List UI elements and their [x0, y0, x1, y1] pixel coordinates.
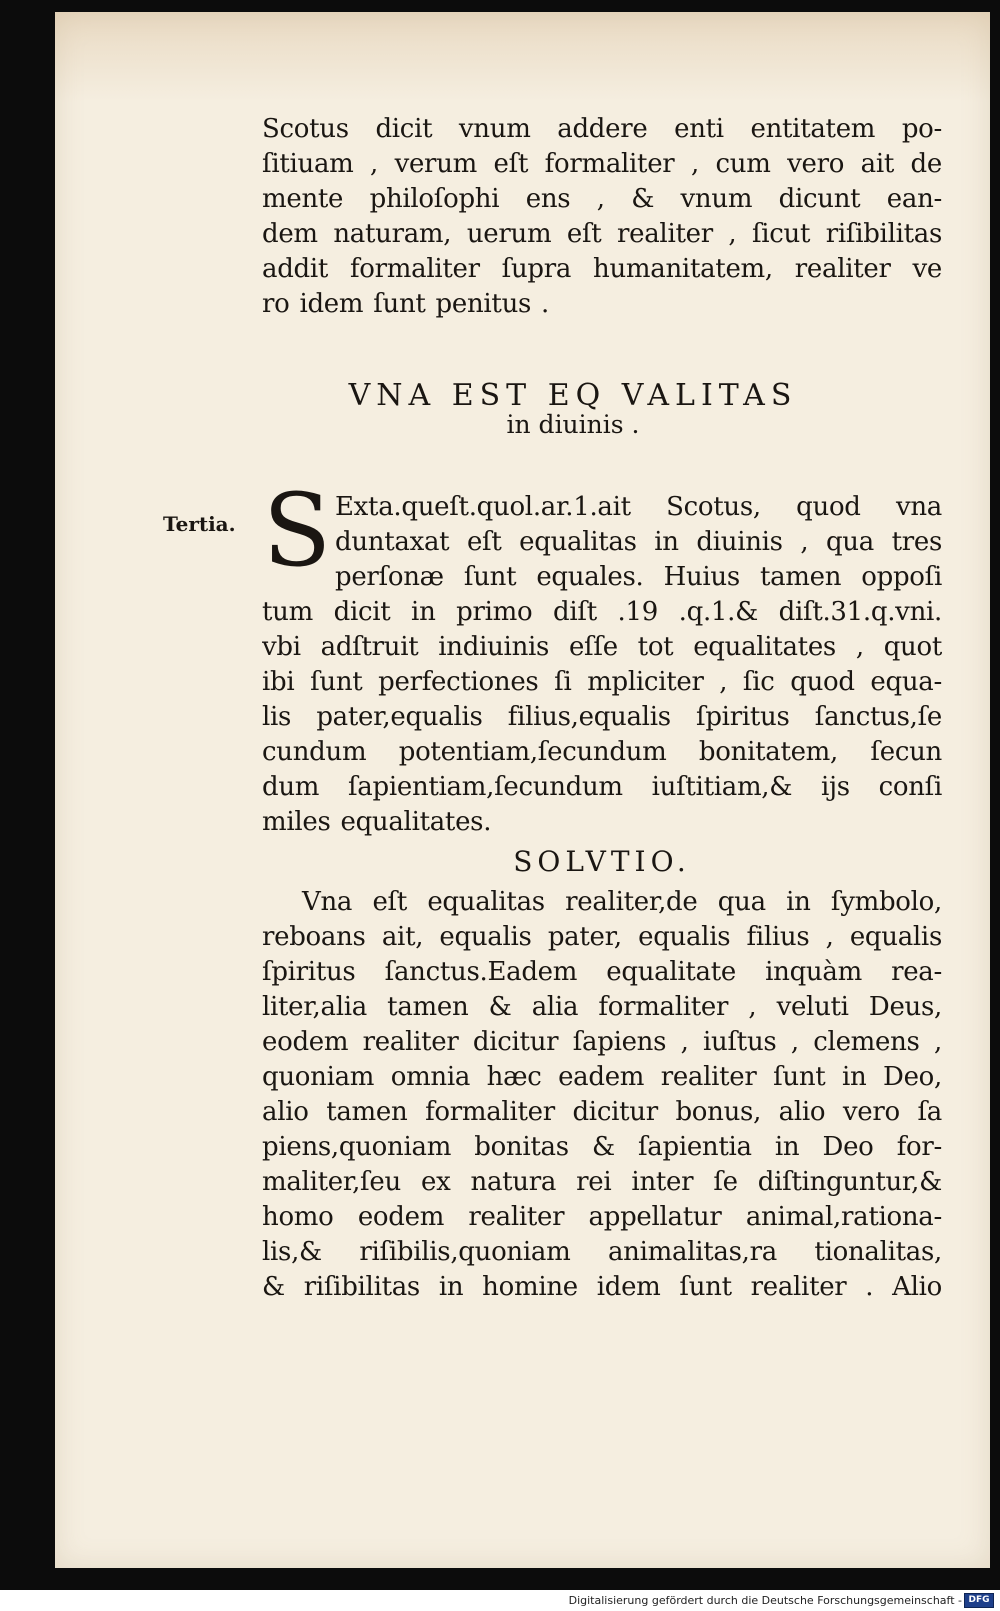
- text-line: ſitiuam , verum eſt formaliter , cum vero ait de: [262, 149, 942, 179]
- scan-border-left: [0, 0, 55, 1590]
- section-subheading: in diuinis .: [506, 410, 640, 439]
- text-line: ro idem ſunt penitus .: [262, 289, 549, 319]
- solutio-paragraph: [262, 885, 942, 1305]
- solutio-heading: SOLVTIO.: [513, 845, 691, 878]
- text-line: alio tamen formaliter dicitur bonus, alio vero ſa: [262, 1097, 942, 1127]
- text-line: vbi adſtruit indiuinis eſſe tot equalitates , quot: [262, 632, 942, 662]
- text-line: liter,alia tamen & alia formaliter , veluti Deus,: [262, 992, 942, 1022]
- tertia-paragraph-indented: [335, 490, 942, 595]
- text-line: perſonæ ſunt equales. Huius tamen oppoſi: [335, 562, 942, 592]
- text-line: eodem realiter dicitur ſapiens , iuſtus , clemens ,: [262, 1027, 942, 1057]
- text-line: cundum potentiam,ſecundum bonitatem, ſecun: [262, 737, 942, 767]
- text-line: Scotus dicit vnum addere enti entitatem po-: [262, 114, 942, 144]
- top-paragraph: [262, 112, 942, 322]
- text-line: duntaxat eſt equalitas in diuinis , qua tres: [335, 527, 942, 557]
- text-line: lis,& riſibilis,quoniam animalitas,ra tionalitas,: [262, 1237, 942, 1267]
- text-line: homo eodem realiter appellatur animal,rationa-: [262, 1202, 942, 1232]
- text-line: dem naturam, uerum eſt realiter , ſicut riſibilitas: [262, 219, 942, 249]
- text-line: lis pater,equalis filius,equalis ſpiritus ſanctus,ſe: [262, 702, 942, 732]
- footer-credit: Digitalisierung gefördert durch die Deutsche Forschungsgemeinschaft -: [568, 1594, 962, 1607]
- text-line: piens,quoniam bonitas & ſapientia in Deo for-: [262, 1132, 942, 1162]
- scan-border-bottom: [0, 1568, 1000, 1590]
- text-line: ſpiritus ſanctus.Eadem equalitate inquàm rea-: [262, 957, 942, 987]
- page-stain: [55, 12, 990, 102]
- text-line: addit formaliter ſupra humanitatem, realiter ve: [262, 254, 942, 284]
- section-heading: VNA EST EQ VALITAS: [348, 378, 798, 413]
- text-line: tum dicit in primo diſt .19 .q.1.& diſt.31.q.vni.: [262, 597, 942, 627]
- text-line: miles equalitates.: [262, 807, 492, 837]
- text-line: ibi ſunt perfectiones ſi mpliciter , ſic quod equa-: [262, 667, 942, 697]
- text-line: quoniam omnia hæc eadem realiter ſunt in Deo,: [262, 1062, 942, 1092]
- text-line: maliter,ſeu ex natura rei inter ſe diſtinguntur,&: [262, 1167, 942, 1197]
- text-line: & riſibilitas in homine idem ſunt realiter . Alio: [262, 1272, 942, 1302]
- text-line: mente philoſophi ens , & vnum dicunt ean-: [262, 184, 942, 214]
- dfg-logo: DFG: [964, 1593, 994, 1608]
- margin-note: Tertia.: [163, 512, 236, 536]
- text-line: dum ſapientiam,ſecundum iuſtitiam,& ijs conſi: [262, 772, 942, 802]
- text-line: Vna eſt equalitas realiter,de qua in ſymbolo,: [302, 887, 942, 917]
- scan-border-right: [990, 0, 1000, 1590]
- tertia-paragraph: [262, 595, 942, 840]
- text-line: Exta.queſt.quol.ar.1.ait Scotus, quod vna: [335, 492, 942, 522]
- drop-cap: S: [262, 472, 332, 589]
- scan-border-top: [0, 0, 1000, 12]
- text-line: reboans ait, equalis pater, equalis filius , equalis: [262, 922, 942, 952]
